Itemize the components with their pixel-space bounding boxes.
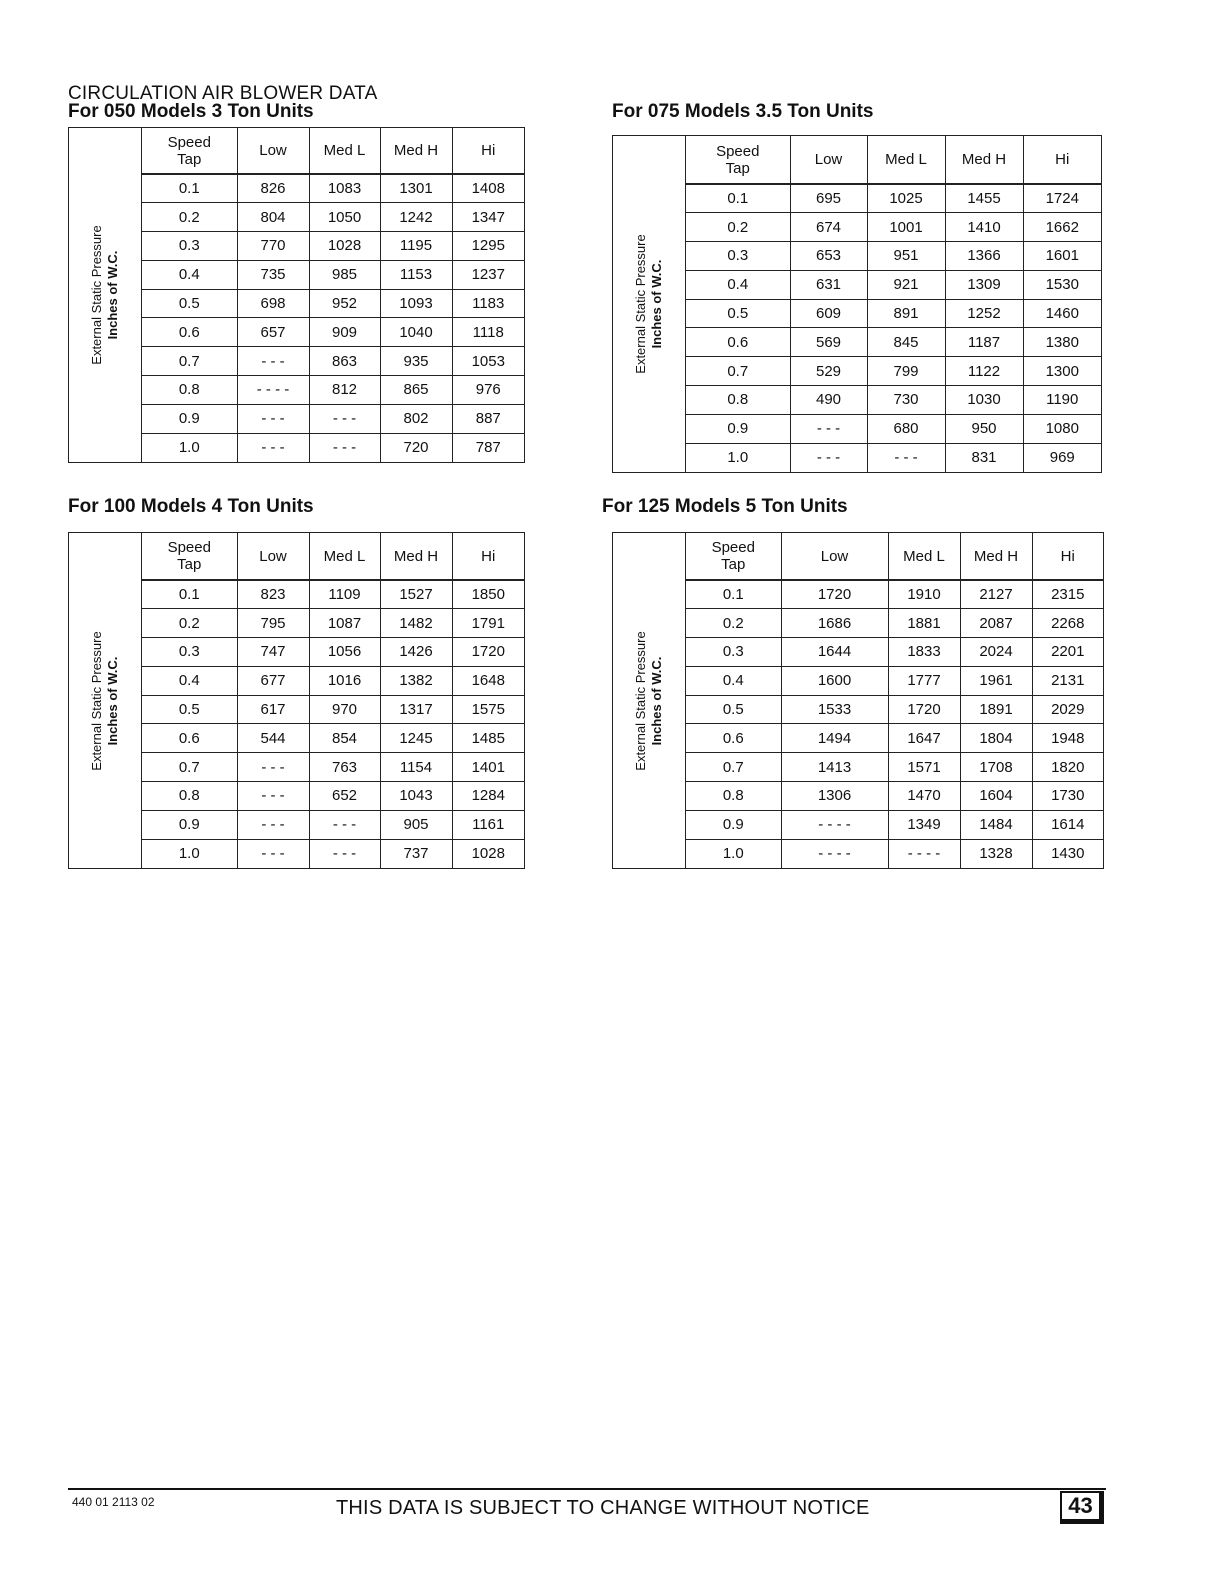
- speed-tap-cell: 0.3: [142, 638, 237, 667]
- speed-tap-cell: 0.7: [686, 753, 781, 782]
- table-row: [686, 695, 1103, 724]
- cfm-cell: 1028: [309, 232, 380, 261]
- document-number: 440 01 2113 02: [72, 1495, 155, 1509]
- cfm-cell: 698: [237, 289, 309, 318]
- cfm-cell: 609: [790, 299, 867, 328]
- cfm-cell: 1349: [888, 810, 960, 839]
- cfm-cell: 1455: [945, 184, 1023, 213]
- table-row: [686, 328, 1101, 357]
- table-row: [686, 839, 1103, 868]
- side-label-line2: Inches of W.C.: [649, 259, 664, 349]
- cfm-cell: 1306: [781, 782, 888, 811]
- speed-tap-cell: 0.4: [142, 260, 237, 289]
- table-row: [142, 376, 524, 405]
- table-row: [686, 242, 1101, 271]
- cfm-cell: 617: [237, 695, 309, 724]
- side-label-line2: Inches of W.C.: [649, 656, 664, 745]
- column-header: Med L: [888, 533, 960, 580]
- cfm-cell: 1833: [888, 638, 960, 667]
- table-row: [142, 260, 524, 289]
- cfm-cell: 804: [237, 203, 309, 232]
- speed-tap-cell: 0.1: [142, 174, 237, 203]
- side-label-line2: Inches of W.C.: [105, 250, 120, 340]
- cfm-cell: 985: [309, 260, 380, 289]
- airflow-grid: [142, 533, 524, 868]
- speed-tap-cell: 0.3: [686, 638, 781, 667]
- cfm-cell: - - -: [309, 839, 380, 868]
- table-block-075: [612, 101, 1102, 473]
- speed-tap-cell: 0.8: [142, 376, 237, 405]
- cfm-cell: - - -: [237, 433, 309, 462]
- speed-tap-cell: 0.8: [686, 386, 790, 415]
- cfm-cell: - - -: [237, 347, 309, 376]
- speed-tap-cell: 0.6: [142, 318, 237, 347]
- column-header: Speed Tap: [711, 539, 755, 573]
- cfm-cell: - - - -: [781, 839, 888, 868]
- table-row: [686, 414, 1101, 443]
- column-header: Hi: [1023, 136, 1101, 184]
- cfm-cell: 905: [380, 810, 452, 839]
- speed-tap-cell: 0.7: [686, 357, 790, 386]
- page-number: 43: [1060, 1491, 1104, 1524]
- static-pressure-side-label: [613, 533, 686, 868]
- column-header: Low: [790, 136, 867, 184]
- cfm-cell: 730: [867, 386, 945, 415]
- table-block-050: [68, 101, 525, 463]
- cfm-cell: 921: [867, 270, 945, 299]
- cfm-cell: 1460: [1023, 299, 1101, 328]
- column-header: Speed Tap: [167, 133, 211, 168]
- cfm-cell: - - -: [237, 753, 309, 782]
- speed-tap-cell: 0.6: [686, 328, 790, 357]
- column-header: Speed Tap: [716, 142, 760, 177]
- cfm-cell: 1910: [888, 580, 960, 609]
- speed-tap-cell: 0.4: [686, 666, 781, 695]
- speed-tap-cell: 1.0: [142, 839, 237, 868]
- cfm-cell: 1083: [309, 174, 380, 203]
- cfm-cell: 1708: [960, 753, 1032, 782]
- cfm-cell: 1410: [945, 213, 1023, 242]
- airflow-grid: [142, 128, 524, 462]
- cfm-cell: 763: [309, 753, 380, 782]
- cfm-cell: - - -: [790, 414, 867, 443]
- table-row: [686, 638, 1103, 667]
- cfm-cell: 1190: [1023, 386, 1101, 415]
- speed-tap-cell: 0.2: [142, 203, 237, 232]
- cfm-cell: - - -: [309, 404, 380, 433]
- cfm-cell: 1025: [867, 184, 945, 213]
- speed-tap-cell: 0.2: [686, 609, 781, 638]
- cfm-cell: 1347: [452, 203, 524, 232]
- cfm-cell: 1485: [452, 724, 524, 753]
- cfm-cell: 865: [380, 376, 452, 405]
- cfm-cell: 976: [452, 376, 524, 405]
- table-row: [142, 433, 524, 462]
- cfm-cell: 631: [790, 270, 867, 299]
- table-row: [142, 580, 524, 609]
- table-row: [142, 839, 524, 868]
- cfm-cell: 909: [309, 318, 380, 347]
- cfm-cell: 1040: [380, 318, 452, 347]
- cfm-cell: 1413: [781, 753, 888, 782]
- speed-tap-cell: 0.1: [686, 580, 781, 609]
- cfm-cell: 799: [867, 357, 945, 386]
- cfm-cell: 1724: [1023, 184, 1101, 213]
- cfm-cell: 1430: [1032, 839, 1103, 868]
- table-row: [686, 609, 1103, 638]
- cfm-cell: 737: [380, 839, 452, 868]
- side-label-line2: Inches of W.C.: [105, 656, 120, 745]
- cfm-cell: 1053: [452, 347, 524, 376]
- cfm-cell: 1482: [380, 609, 452, 638]
- cfm-cell: 1426: [380, 638, 452, 667]
- speed-tap-cell: 1.0: [686, 443, 790, 472]
- cfm-cell: 951: [867, 242, 945, 271]
- table-row: [142, 347, 524, 376]
- table-row: [142, 638, 524, 667]
- cfm-cell: 1720: [452, 638, 524, 667]
- cfm-cell: 569: [790, 328, 867, 357]
- table-row: [142, 666, 524, 695]
- cfm-cell: 1030: [945, 386, 1023, 415]
- cfm-cell: - - -: [790, 443, 867, 472]
- cfm-cell: - - -: [237, 810, 309, 839]
- cfm-cell: 1891: [960, 695, 1032, 724]
- footer-divider: [68, 1488, 1106, 1490]
- cfm-cell: 720: [380, 433, 452, 462]
- cfm-cell: 2268: [1032, 609, 1103, 638]
- cfm-cell: 1050: [309, 203, 380, 232]
- table-row: [686, 386, 1101, 415]
- cfm-cell: 1484: [960, 810, 1032, 839]
- change-notice: THIS DATA IS SUBJECT TO CHANGE WITHOUT NOTICE: [336, 1497, 870, 1519]
- cfm-cell: 826: [237, 174, 309, 203]
- speed-tap-cell: 0.3: [142, 232, 237, 261]
- table-row: [142, 404, 524, 433]
- speed-tap-cell: 0.9: [686, 414, 790, 443]
- column-header: Med L: [309, 128, 380, 174]
- cfm-cell: 1056: [309, 638, 380, 667]
- cfm-cell: - - - -: [237, 376, 309, 405]
- cfm-cell: 1961: [960, 666, 1032, 695]
- table-row: [686, 299, 1101, 328]
- column-header: Low: [237, 128, 309, 174]
- column-header: Med H: [380, 128, 452, 174]
- cfm-cell: 1122: [945, 357, 1023, 386]
- cfm-cell: 1043: [380, 782, 452, 811]
- cfm-cell: 1530: [1023, 270, 1101, 299]
- table-row: [142, 203, 524, 232]
- table-row: [142, 232, 524, 261]
- cfm-cell: 1093: [380, 289, 452, 318]
- cfm-cell: 1366: [945, 242, 1023, 271]
- table-row: [686, 213, 1101, 242]
- cfm-cell: 802: [380, 404, 452, 433]
- airflow-grid: [686, 533, 1103, 868]
- table-row: [142, 318, 524, 347]
- cfm-cell: 544: [237, 724, 309, 753]
- side-label-line1: External Static Pressure: [89, 630, 104, 771]
- cfm-cell: 735: [237, 260, 309, 289]
- column-header: Low: [781, 533, 888, 580]
- cfm-cell: 1881: [888, 609, 960, 638]
- cfm-cell: 1237: [452, 260, 524, 289]
- table-title: For 125 Models 5 Ton Units: [602, 496, 848, 517]
- speed-tap-cell: 0.8: [686, 782, 781, 811]
- cfm-cell: 1614: [1032, 810, 1103, 839]
- speed-tap-cell: 0.1: [142, 580, 237, 609]
- cfm-cell: 652: [309, 782, 380, 811]
- page-title: CIRCULATION AIR BLOWER DATA: [68, 82, 378, 104]
- cfm-cell: 1300: [1023, 357, 1101, 386]
- cfm-cell: 1183: [452, 289, 524, 318]
- cfm-cell: 1948: [1032, 724, 1103, 753]
- speed-tap-cell: 0.3: [686, 242, 790, 271]
- cfm-cell: 1494: [781, 724, 888, 753]
- cfm-cell: 1720: [888, 695, 960, 724]
- cfm-cell: 935: [380, 347, 452, 376]
- cfm-cell: 770: [237, 232, 309, 261]
- column-header: Med L: [309, 533, 380, 580]
- cfm-cell: - - -: [237, 839, 309, 868]
- cfm-cell: 812: [309, 376, 380, 405]
- cfm-cell: 2315: [1032, 580, 1103, 609]
- speed-tap-cell: 0.9: [142, 404, 237, 433]
- cfm-cell: - - -: [237, 782, 309, 811]
- table-row: [686, 666, 1103, 695]
- cfm-cell: 887: [452, 404, 524, 433]
- cfm-cell: 695: [790, 184, 867, 213]
- cfm-cell: 969: [1023, 443, 1101, 472]
- cfm-cell: 1016: [309, 666, 380, 695]
- cfm-cell: - - - -: [781, 810, 888, 839]
- static-pressure-side-label: [69, 533, 142, 868]
- blower-data-table: [612, 135, 1102, 473]
- table-row: [686, 724, 1103, 753]
- cfm-cell: 1662: [1023, 213, 1101, 242]
- column-header: Med L: [867, 136, 945, 184]
- cfm-cell: 1284: [452, 782, 524, 811]
- table-block-125: [602, 496, 1104, 869]
- speed-tap-cell: 0.9: [686, 810, 781, 839]
- cfm-cell: 1195: [380, 232, 452, 261]
- cfm-cell: 1604: [960, 782, 1032, 811]
- table-row: [686, 443, 1101, 472]
- speed-tap-cell: 0.8: [142, 782, 237, 811]
- speed-tap-cell: 0.4: [686, 270, 790, 299]
- static-pressure-side-label: [69, 128, 142, 462]
- cfm-cell: - - -: [309, 433, 380, 462]
- cfm-cell: 2127: [960, 580, 1032, 609]
- cfm-cell: 1001: [867, 213, 945, 242]
- cfm-cell: 1720: [781, 580, 888, 609]
- cfm-cell: 490: [790, 386, 867, 415]
- speed-tap-cell: 0.5: [686, 695, 781, 724]
- cfm-cell: 657: [237, 318, 309, 347]
- airflow-grid: [686, 136, 1101, 472]
- column-header: Hi: [1032, 533, 1103, 580]
- cfm-cell: 2201: [1032, 638, 1103, 667]
- cfm-cell: 677: [237, 666, 309, 695]
- cfm-cell: 680: [867, 414, 945, 443]
- cfm-cell: 787: [452, 433, 524, 462]
- cfm-cell: 1028: [452, 839, 524, 868]
- cfm-cell: 950: [945, 414, 1023, 443]
- table-row: [686, 810, 1103, 839]
- cfm-cell: 831: [945, 443, 1023, 472]
- cfm-cell: 952: [309, 289, 380, 318]
- speed-tap-cell: 0.6: [142, 724, 237, 753]
- speed-tap-cell: 0.5: [142, 695, 237, 724]
- column-header: Low: [237, 533, 309, 580]
- speed-tap-cell: 1.0: [686, 839, 781, 868]
- cfm-cell: 1317: [380, 695, 452, 724]
- cfm-cell: 1730: [1032, 782, 1103, 811]
- cfm-cell: 1245: [380, 724, 452, 753]
- speed-tap-cell: 0.1: [686, 184, 790, 213]
- cfm-cell: - - -: [237, 404, 309, 433]
- cfm-cell: 845: [867, 328, 945, 357]
- cfm-cell: 1571: [888, 753, 960, 782]
- cfm-cell: 1647: [888, 724, 960, 753]
- static-pressure-side-label: [613, 136, 686, 472]
- speed-tap-cell: 0.9: [142, 810, 237, 839]
- cfm-cell: 1382: [380, 666, 452, 695]
- cfm-cell: 2087: [960, 609, 1032, 638]
- cfm-cell: 1301: [380, 174, 452, 203]
- cfm-cell: - - -: [867, 443, 945, 472]
- table-row: [686, 270, 1101, 299]
- cfm-cell: 1470: [888, 782, 960, 811]
- table-row: [142, 810, 524, 839]
- speed-tap-cell: 1.0: [142, 433, 237, 462]
- table-title: For 050 Models 3 Ton Units: [68, 101, 314, 122]
- cfm-cell: 1533: [781, 695, 888, 724]
- column-header: Med H: [945, 136, 1023, 184]
- cfm-cell: 1648: [452, 666, 524, 695]
- speed-tap-cell: 0.6: [686, 724, 781, 753]
- cfm-cell: 747: [237, 638, 309, 667]
- cfm-cell: 1087: [309, 609, 380, 638]
- cfm-cell: 1804: [960, 724, 1032, 753]
- cfm-cell: 674: [790, 213, 867, 242]
- blower-data-table: [68, 532, 525, 869]
- cfm-cell: 1644: [781, 638, 888, 667]
- table-row: [686, 580, 1103, 609]
- cfm-cell: 1252: [945, 299, 1023, 328]
- table-title: For 075 Models 3.5 Ton Units: [612, 101, 874, 122]
- cfm-cell: 1791: [452, 609, 524, 638]
- side-label-line1: External Static Pressure: [633, 234, 648, 374]
- cfm-cell: 1850: [452, 580, 524, 609]
- cfm-cell: 1080: [1023, 414, 1101, 443]
- side-label-line1: External Static Pressure: [633, 630, 648, 771]
- cfm-cell: 1380: [1023, 328, 1101, 357]
- speed-tap-cell: 0.5: [142, 289, 237, 318]
- speed-tap-cell: 0.7: [142, 347, 237, 376]
- cfm-cell: 1820: [1032, 753, 1103, 782]
- speed-tap-cell: 0.2: [686, 213, 790, 242]
- cfm-cell: 863: [309, 347, 380, 376]
- cfm-cell: 2131: [1032, 666, 1103, 695]
- table-row: [142, 695, 524, 724]
- cfm-cell: 1109: [309, 580, 380, 609]
- blower-data-table: [68, 127, 525, 463]
- table-row: [686, 753, 1103, 782]
- table-row: [142, 289, 524, 318]
- table-row: [142, 609, 524, 638]
- cfm-cell: 1118: [452, 318, 524, 347]
- cfm-cell: 529: [790, 357, 867, 386]
- cfm-cell: 653: [790, 242, 867, 271]
- cfm-cell: 1527: [380, 580, 452, 609]
- cfm-cell: 854: [309, 724, 380, 753]
- cfm-cell: 1295: [452, 232, 524, 261]
- table-title: For 100 Models 4 Ton Units: [68, 496, 314, 517]
- cfm-cell: 1309: [945, 270, 1023, 299]
- speed-tap-cell: 0.4: [142, 666, 237, 695]
- column-header: Med H: [960, 533, 1032, 580]
- cfm-cell: 2029: [1032, 695, 1103, 724]
- column-header: Hi: [452, 128, 524, 174]
- side-label-line1: External Static Pressure: [89, 225, 104, 365]
- column-header: Med H: [380, 533, 452, 580]
- cfm-cell: 891: [867, 299, 945, 328]
- table-row: [142, 724, 524, 753]
- table-row: [142, 782, 524, 811]
- table-row: [142, 753, 524, 782]
- speed-tap-cell: 0.2: [142, 609, 237, 638]
- blower-data-table: [612, 532, 1104, 869]
- cfm-cell: 970: [309, 695, 380, 724]
- cfm-cell: 1600: [781, 666, 888, 695]
- table-row: [142, 174, 524, 203]
- speed-tap-cell: 0.7: [142, 753, 237, 782]
- column-header: Speed Tap: [167, 539, 211, 573]
- cfm-cell: - - -: [309, 810, 380, 839]
- cfm-cell: 823: [237, 580, 309, 609]
- cfm-cell: 2024: [960, 638, 1032, 667]
- table-row: [686, 184, 1101, 213]
- cfm-cell: 1401: [452, 753, 524, 782]
- table-row: [686, 782, 1103, 811]
- cfm-cell: 1242: [380, 203, 452, 232]
- cfm-cell: 1686: [781, 609, 888, 638]
- cfm-cell: - - - -: [888, 839, 960, 868]
- cfm-cell: 1575: [452, 695, 524, 724]
- cfm-cell: 1187: [945, 328, 1023, 357]
- column-header: Hi: [452, 533, 524, 580]
- cfm-cell: 1154: [380, 753, 452, 782]
- cfm-cell: 1153: [380, 260, 452, 289]
- speed-tap-cell: 0.5: [686, 299, 790, 328]
- cfm-cell: 1777: [888, 666, 960, 695]
- cfm-cell: 1408: [452, 174, 524, 203]
- cfm-cell: 1328: [960, 839, 1032, 868]
- table-row: [686, 357, 1101, 386]
- cfm-cell: 1161: [452, 810, 524, 839]
- cfm-cell: 1601: [1023, 242, 1101, 271]
- cfm-cell: 795: [237, 609, 309, 638]
- table-block-100: [68, 496, 525, 869]
